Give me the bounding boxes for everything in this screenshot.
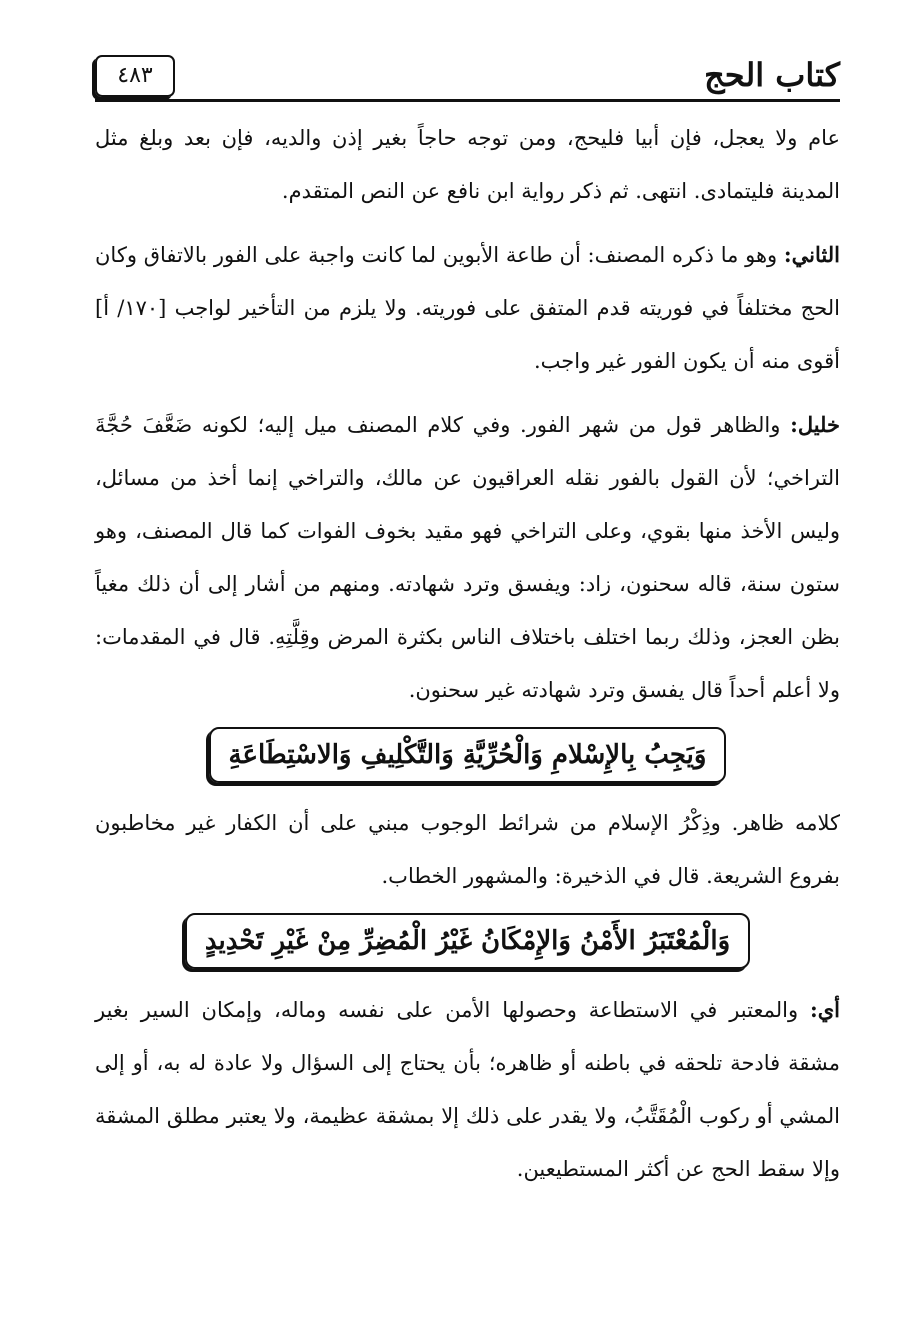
paragraph-1: عام ولا يعجل، فإن أبيا فليحج، ومن توجه حاجاً بغير إذن والديه، فإن بعد وبلغ مثل المدينة فليتمادى. انتهى. ثم ذكر رواية ابن نافع عن النص المتقدم.	[95, 126, 840, 203]
header-rule	[95, 99, 840, 102]
page-body	[95, 112, 840, 1196]
paragraph-5	[95, 983, 840, 1196]
matn-box-2: وَالْمُعْتَبَرُ الأَمْنُ وَالإِمْكَانُ غَيْرُ الْمُضِرِّ مِنْ غَيْرِ تَحْدِيدٍ	[185, 913, 750, 969]
book-title: كتاب الحج	[704, 56, 840, 94]
matn-box-1: وَيَجِبُ بِالإِسْلامِ وَالْحُرِّيَّةِ وَالتَّكْلِيفِ وَالاسْتِطَاعَةِ	[209, 727, 727, 783]
paragraph-3-text: والظاهر قول من شهر الفور. وفي كلام المصنف ميل إليه؛ لكونه ضَعَّفَ حُجَّةَ التراخي؛ لأن القول بالفور نقله العراقيون عن مالك، والتراخي إنما أخذ من مسائل، وليس الأخذ منها بقوي، وعلى التراخي فهو مقيد بخوف الفوات كما قال المصنف، وهو ستون سنة، قاله سحنون، زاد: ويفسق وترد شهادته. ومنهم من أشار إلى أن ذلك مغياً بظن العجز، وذلك ربما اختلف باختلاف الناس بكثرة المرض وقِلَّتِهِ. قال في المقدمات: ولا أعلم أحداً قال يفسق وترد شهادته غير سحنون.	[95, 413, 840, 702]
paragraph-2-text: وهو ما ذكره المصنف: أن طاعة الأبوين لما كانت واجبة على الفور بالاتفاق وكان الحج مختلفاً في فوريته قدم المتفق على فوريته. ولا يلزم من التأخير لواجب [١٧٠/ أ] أقوى منه أن يكون الفور غير واجب.	[95, 243, 841, 373]
page-header	[95, 52, 840, 100]
paragraph-3	[95, 398, 840, 717]
matn-box-1-wrap	[95, 727, 840, 791]
paragraph-5-text: والمعتبر في الاستطاعة وحصولها الأمن على نفسه وماله، وإمكان السير بغير مشقة فادحة تلحقه في باطنه أو ظاهره؛ بأن يحتاج إلى السؤال ولا عادة له به، أو إلى المشي أو ركوب الْمُقَتَّبُ، ولا يقدر على ذلك إلا بمشقة عظيمة، ولا يعتبر مطلق المشقة وإلا سقط الحج عن أكثر المستطيعين.	[95, 998, 840, 1181]
matn-box-2-wrap	[95, 913, 840, 977]
paragraph-4: كلامه ظاهر. وذِكْرُ الإسلام من شرائط الوجوب مبني على أن الكفار غير مخاطبون بفروع الشريعة. قال في الذخيرة: والمشهور الخطاب.	[95, 811, 840, 888]
paragraph-2	[95, 228, 840, 388]
paragraph-2-lead: الثاني:	[783, 242, 840, 267]
paragraph-3-lead: خليل:	[790, 412, 840, 437]
page-number: ٤٨٣	[95, 55, 175, 97]
paragraph-5-lead: أي:	[809, 997, 840, 1022]
